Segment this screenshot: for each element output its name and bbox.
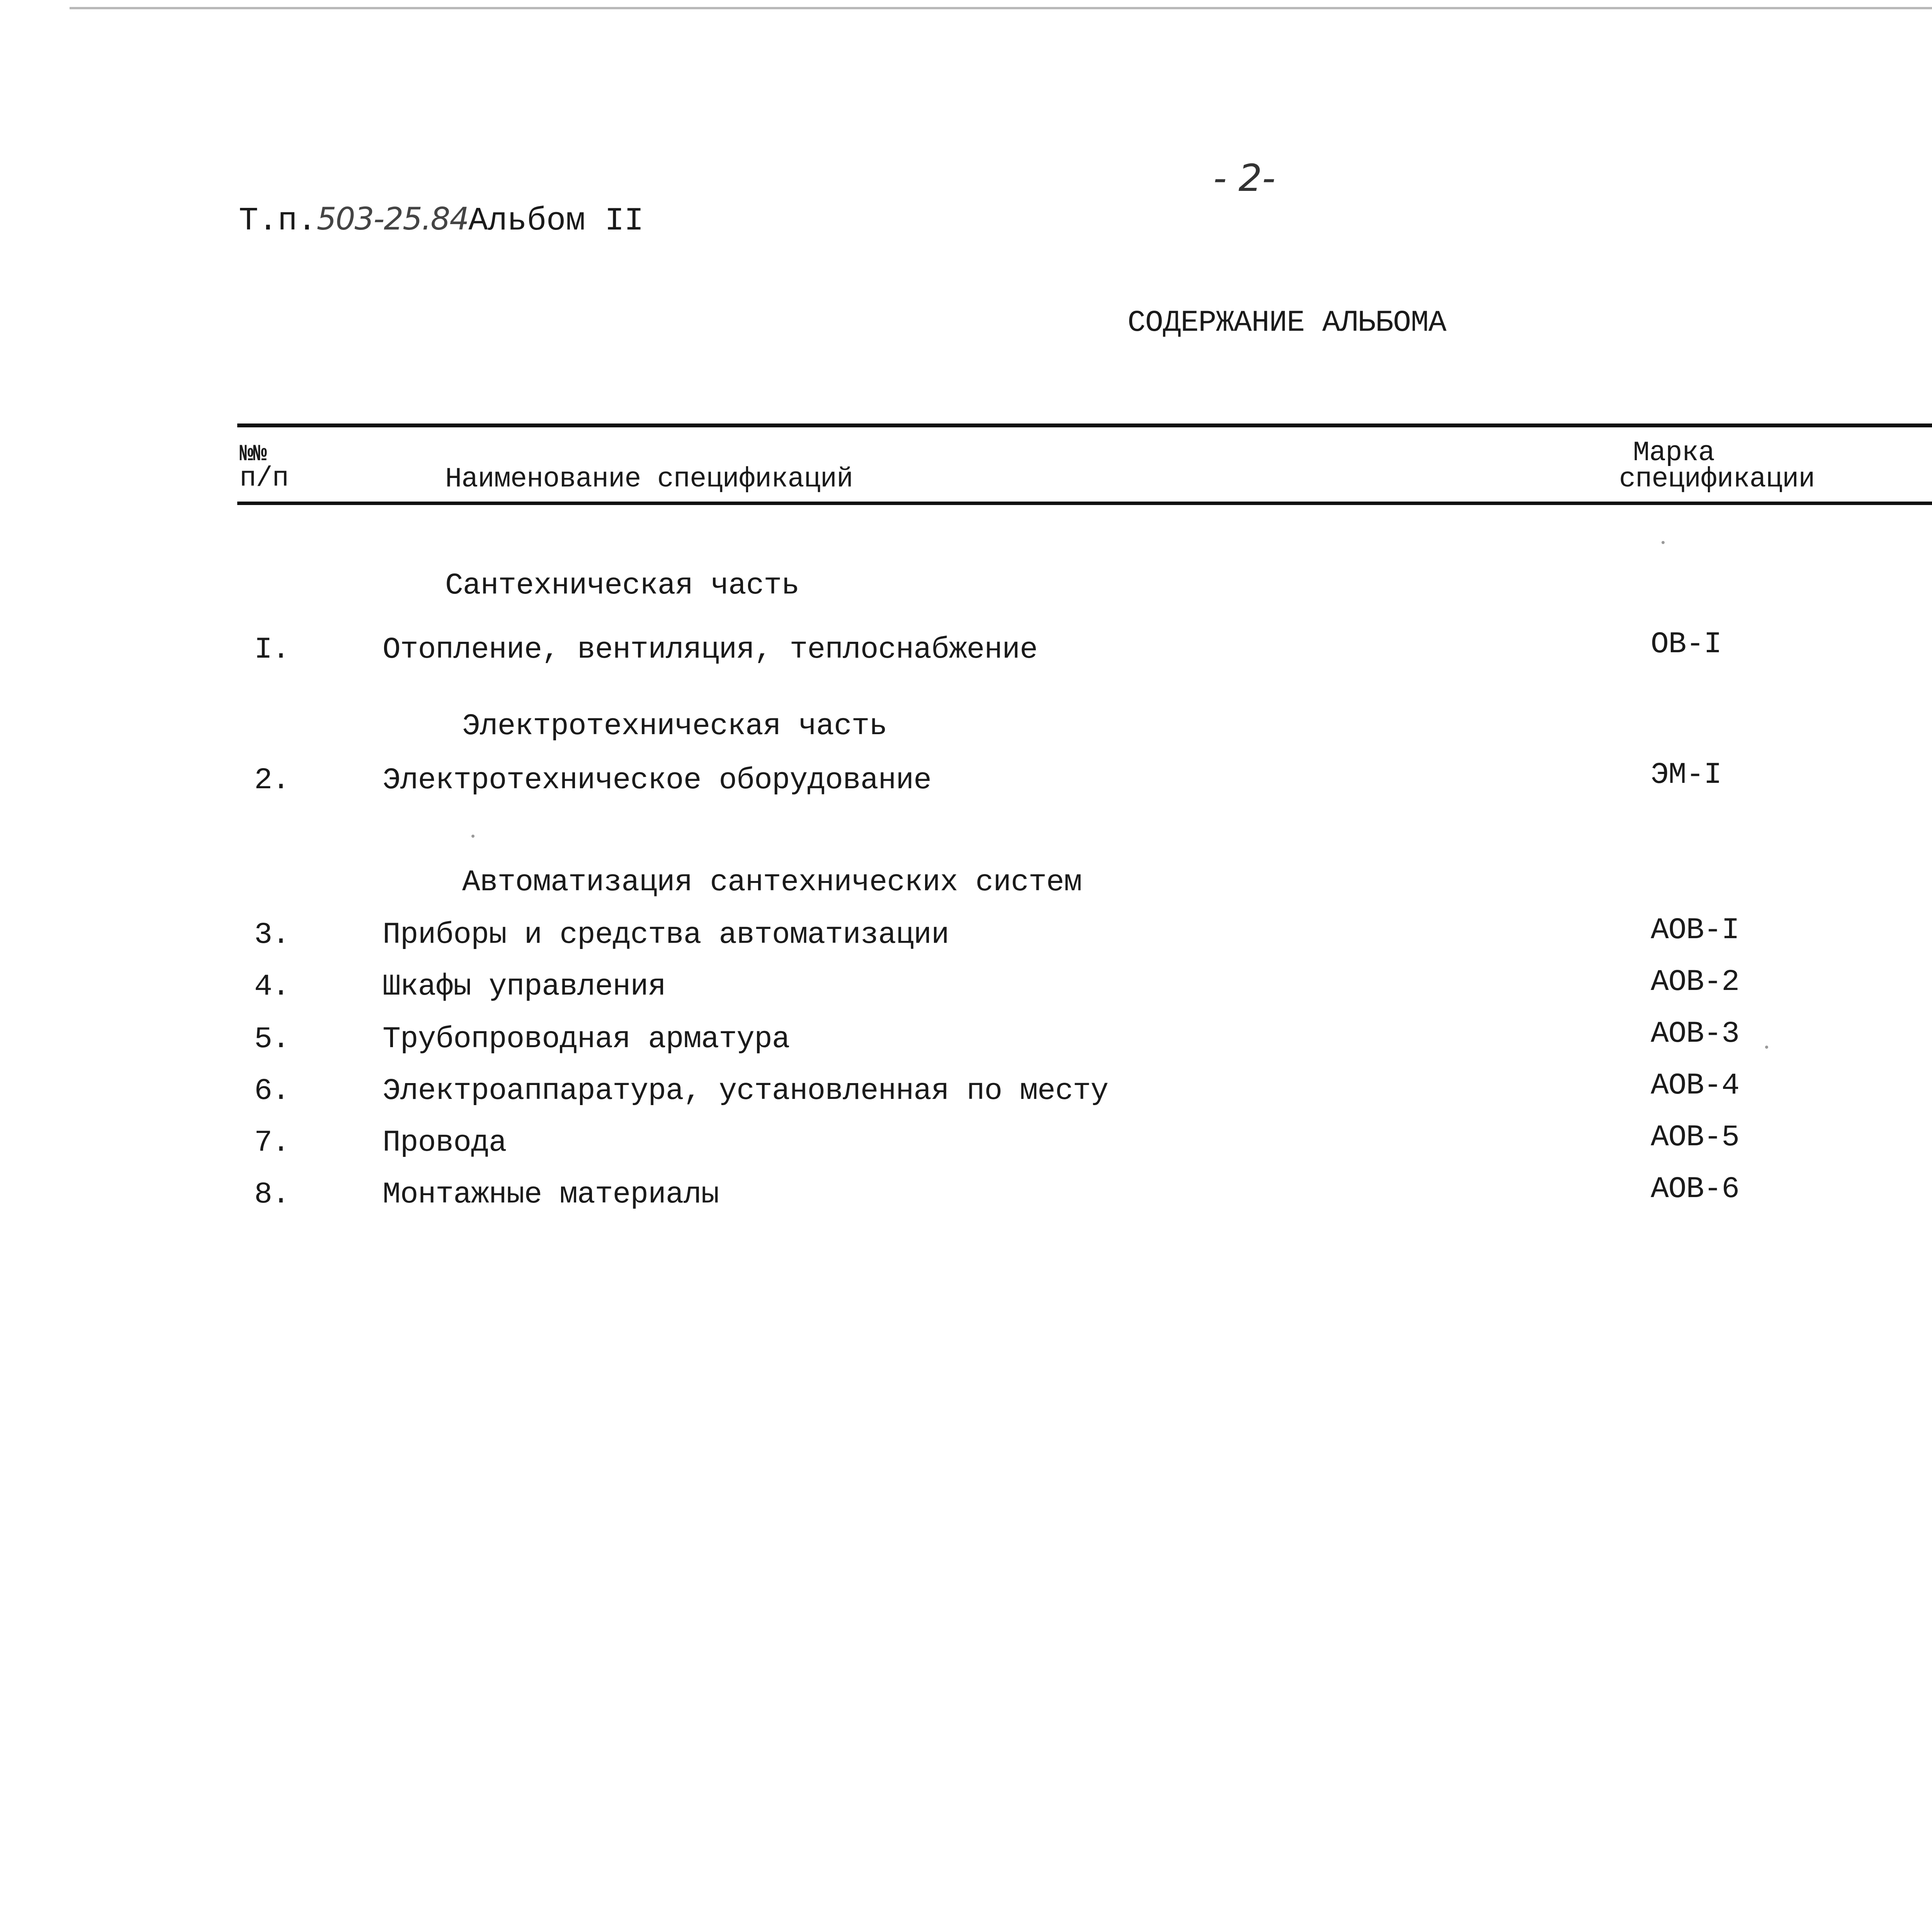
row-name: Монтажные материалы bbox=[383, 1178, 719, 1212]
row-number: 8. bbox=[254, 1178, 290, 1212]
row-mark: АОВ-2 bbox=[1651, 965, 1740, 999]
scan-speck bbox=[471, 835, 474, 838]
row-number: 6. bbox=[254, 1074, 290, 1108]
document-ref-suffix: Альбом II bbox=[468, 203, 644, 240]
table-header-rule bbox=[237, 502, 1932, 505]
row-mark: АОВ-3 bbox=[1651, 1017, 1740, 1051]
row-name: Трубопроводная арматура bbox=[383, 1022, 790, 1056]
scan-edge-top bbox=[70, 7, 1932, 9]
section-title: Электротехническая часть bbox=[462, 709, 887, 743]
page-number: - 2- bbox=[1213, 156, 1276, 200]
scan-speck bbox=[1662, 541, 1665, 544]
header-name: Наименование спецификаций bbox=[445, 463, 853, 495]
row-number: 4. bbox=[254, 970, 290, 1004]
row-mark: АОВ-4 bbox=[1651, 1069, 1740, 1103]
header-number bbox=[240, 441, 289, 494]
document-reference bbox=[239, 201, 644, 240]
row-name: Провода bbox=[383, 1126, 507, 1160]
row-name: Электротехническое оборудование bbox=[383, 764, 932, 798]
row-name: Шкафы управления bbox=[383, 970, 666, 1004]
row-number: 3. bbox=[254, 918, 290, 952]
row-mark: АОВ-I bbox=[1651, 913, 1740, 947]
row-name: Электроаппаратура, установленная по месту bbox=[383, 1074, 1109, 1108]
header-number-line2: п/п bbox=[240, 463, 289, 494]
row-name: Приборы и средства автоматизации bbox=[383, 918, 949, 952]
header-mark-line1: Марка bbox=[1633, 437, 1715, 469]
row-number: I. bbox=[254, 633, 290, 667]
header-number-line1: №№ bbox=[240, 441, 267, 468]
header-mark bbox=[1619, 437, 1815, 495]
row-mark: АОВ-5 bbox=[1651, 1121, 1740, 1155]
table-top-rule bbox=[237, 423, 1932, 427]
header-mark-line2: спецификации bbox=[1619, 463, 1815, 495]
row-mark: ЭМ-I bbox=[1651, 758, 1722, 792]
document-ref-prefix: Т.п. bbox=[239, 203, 317, 240]
page-title: СОДЕРЖАНИЕ АЛЬБОМА bbox=[1128, 306, 1446, 340]
section-title: Сантехническая часть bbox=[445, 569, 799, 603]
section-title: Автоматизация сантехнических систем bbox=[462, 866, 1082, 900]
row-number: 7. bbox=[254, 1126, 290, 1160]
row-number: 2. bbox=[254, 764, 290, 798]
scan-speck bbox=[1765, 1046, 1768, 1049]
row-mark: АОВ-6 bbox=[1651, 1172, 1740, 1206]
document-ref-number: 503-25.84 bbox=[316, 201, 469, 237]
row-number: 5. bbox=[254, 1022, 290, 1056]
row-mark: ОВ-I bbox=[1651, 628, 1722, 662]
row-name: Отопление, вентиляция, теплоснабжение bbox=[383, 633, 1037, 667]
